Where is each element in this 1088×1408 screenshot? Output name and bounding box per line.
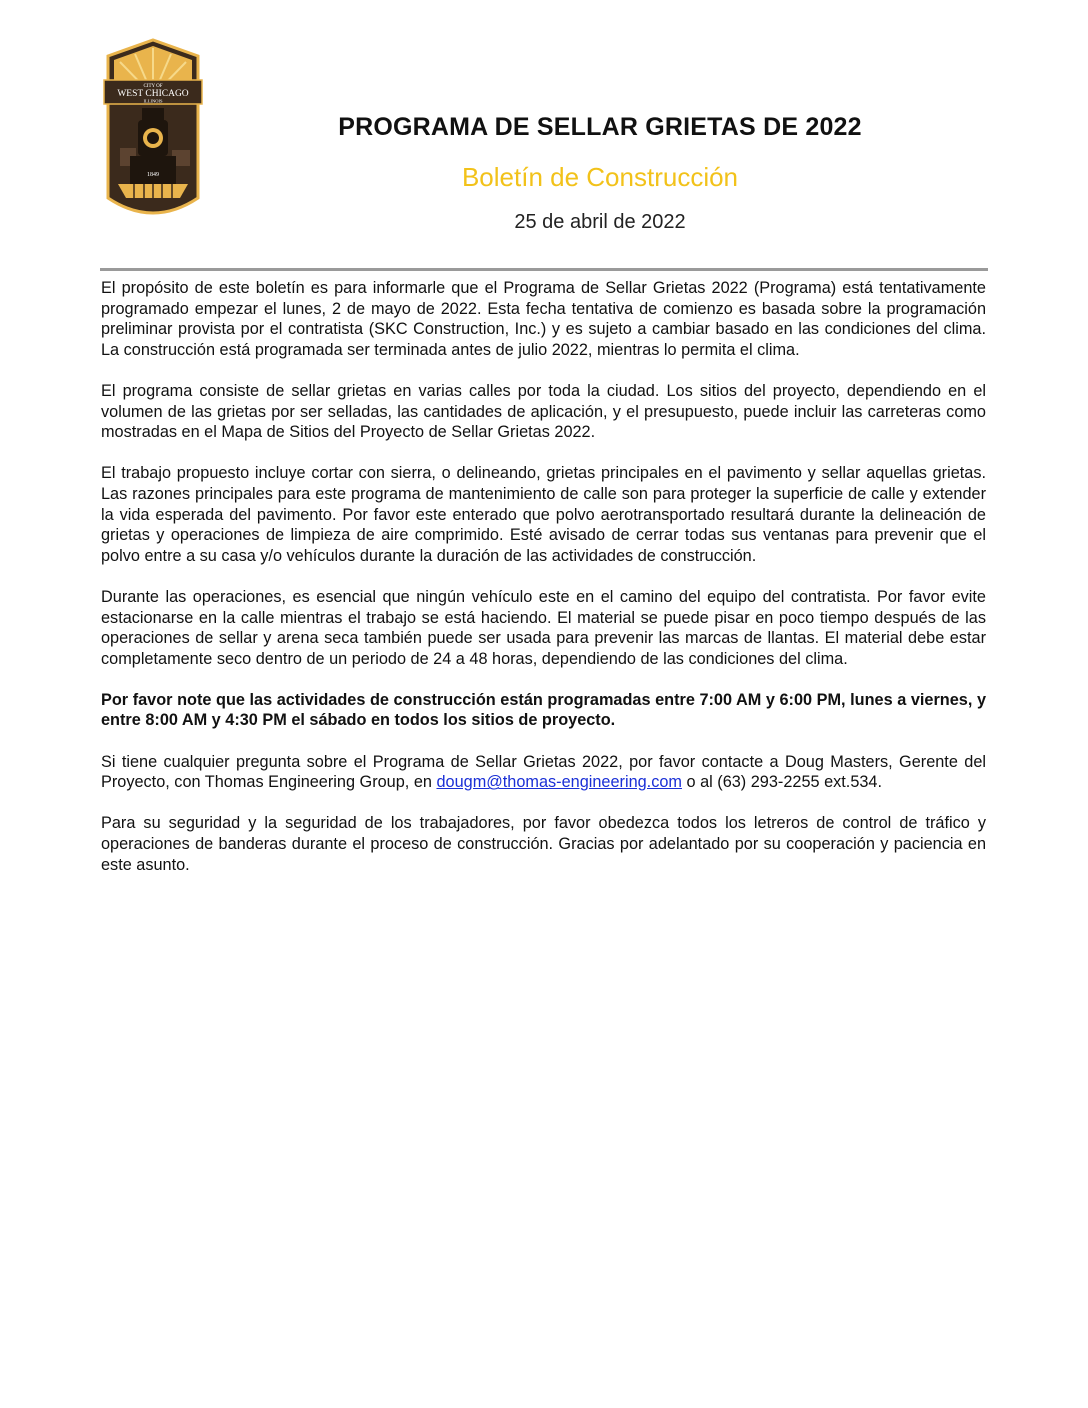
paragraph-program-scope: El programa consiste de sellar grietas en varias calles por toda la ciudad. Los sitios del proyecto, dependiendo en el volumen de las grietas por ser selladas, las cantidades de aplicación, y el presupuesto, puede incluir las carreteras como mostradas en el Mapa de Sitios del Proyecto de Sellar Grietas 2022. [101,381,986,442]
bulletin-subtitle: Boletín de Construcción [461,162,739,192]
seal-city-of: CITY OF [143,84,163,89]
contact-email-link[interactable]: dougm@thomas-engineering.com [436,773,682,792]
contact-text-before: Si tiene cualquier pregunta sobre el Programa de Sellar Grietas 2022, por favor contacte a Doug Masters, Gerente del Proyecto, con Thomas Engineering Group, en [101,752,986,792]
paragraph-operations: Durante las operaciones, es esencial que ningún vehículo este en el camino del equipo del contratista. Por favor evite estacionarse en la calle mientras el trabajo se está haciendo. El material se puede pisar en poco tiempo después de las operaciones de sellar y arena seca también puede ser usada para prevenir las marcas de llantas. El material debe estar completamente seco dentro de un periodo de 24 a 48 horas, dependiendo de las condiciones del clima. [101,587,986,668]
seal-state: ILLINOIS [143,98,163,104]
bulletin-body [101,278,986,896]
contact-text-after: o al (63) 293-2255 ext.534. [681,773,883,792]
seal-year: 1849 [147,172,159,178]
paragraph-safety: Para su seguridad y la seguridad de los trabajadores, por favor obedezca todos los letreros de control de tráfico y operaciones de banderas durante el proceso de construcción. Gracias por adelantado por su cooperación y paciencia en este asunto. [101,814,986,874]
header-divider [100,268,988,271]
bulletin-title: PROGRAMA DE SELLAR GRIETAS DE 2022 [338,113,862,141]
city-seal-logo [100,38,206,226]
seal-city-name: WEST CHICAGO [117,89,189,99]
bulletin-date: 25 de abril de 2022 [514,211,686,233]
paragraph-work-hours: Por favor note que las actividades de construcción están programadas entre 7:00 AM y 6:00 PM, lunes a viernes, y entre 8:00 AM y 4:30 PM el sábado en todos los sitios de proyecto. [101,690,986,730]
paragraph-contact [101,752,986,793]
paragraph-proposed-work: El trabajo propuesto incluye cortar con sierra, o delineando, grietas principales en el pavimento y sellar aquellas grietas. Las razones principales para este programa de mantenimiento de calle son para proteger la superficie de calle y extender la vida esperada del pavimento. Por favor este enterado que polvo aerotransportado resultará durante la delineación de grietas y operaciones de limpieza de aire comprimido. Esté avisado de cerrar todas sus ventanas para prevenir que el polvo entre a su casa y/o vehículos durante la duración de las actividades de construcción. [101,464,986,565]
paragraph-purpose: El propósito de este boletín es para informarle que el Programa de Sellar Grietas 2022 (Programa) está tentativamente programado empezar el lunes, 2 de mayo de 2022. Esta fecha tentativa de comienzo es basada sobre la programación preliminar provista por el contratista (SKC Construction, Inc.) y es sujeto a cambiar basado en las condiciones del clima. La construcción está programada ser terminada antes de julio 2022, mientras lo permita el clima. [101,279,986,359]
